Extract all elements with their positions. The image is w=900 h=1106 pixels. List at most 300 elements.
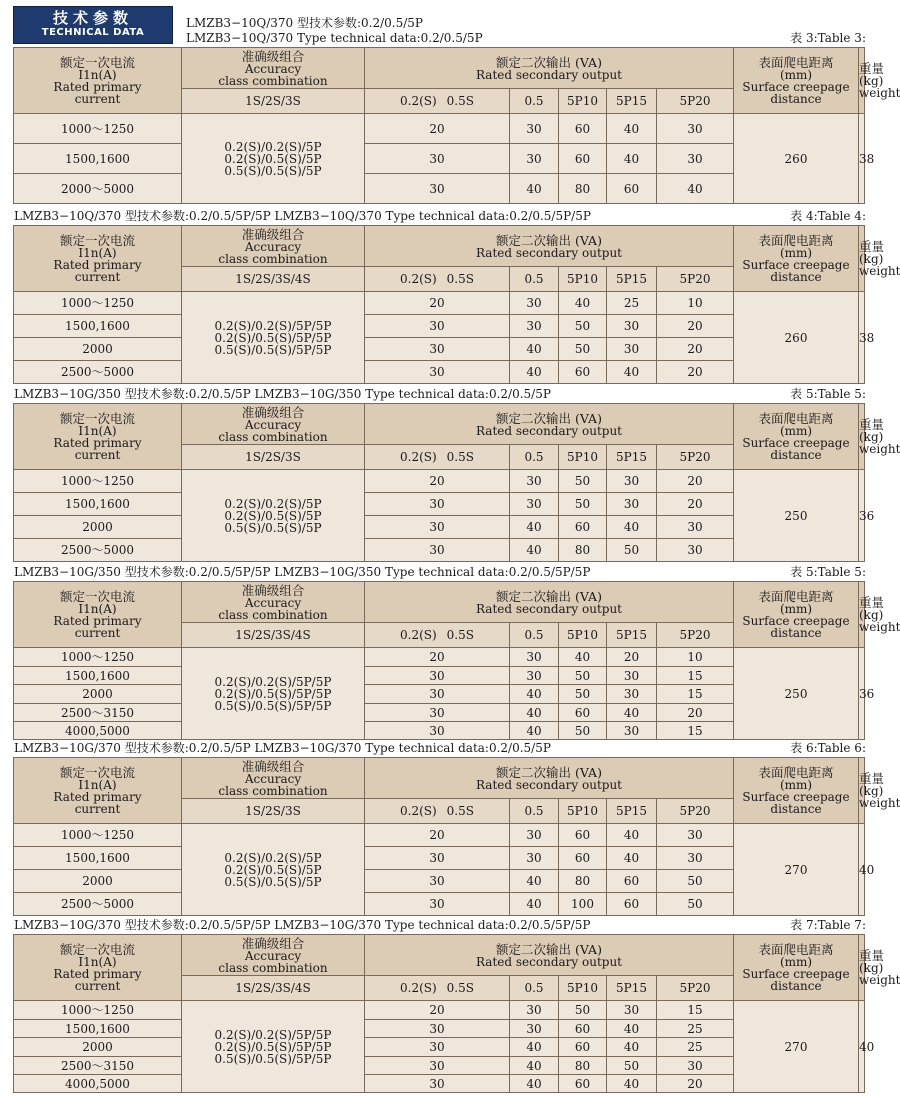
output-value: 30 bbox=[510, 144, 559, 174]
header-text: weight bbox=[859, 973, 900, 987]
rated-current: 1500,1600 bbox=[14, 847, 182, 870]
header-text: 表面爬电距离 bbox=[758, 942, 834, 957]
output-value: 30 bbox=[365, 516, 510, 539]
output-value: 50 bbox=[559, 722, 607, 740]
output-value: 50 bbox=[559, 315, 607, 338]
header-text: weight bbox=[859, 86, 900, 100]
header-text: Rated primary bbox=[53, 790, 142, 804]
col-label: 0.2(S) bbox=[400, 628, 437, 642]
output-value: 20 bbox=[607, 648, 657, 667]
output-value: 40 bbox=[559, 648, 607, 667]
output-value: 60 bbox=[559, 847, 607, 870]
output-value: 50 bbox=[657, 893, 734, 916]
output-value: 80 bbox=[559, 539, 607, 562]
header-text: Surface creepage bbox=[742, 614, 850, 628]
col-label: 0.2(S) bbox=[400, 804, 437, 818]
output-value: 30 bbox=[607, 493, 657, 516]
header-text: distance bbox=[770, 92, 822, 106]
output-value: 15 bbox=[657, 1001, 734, 1020]
table-row bbox=[14, 114, 865, 144]
creepage-distance: 250 bbox=[734, 648, 859, 740]
output-value: 40 bbox=[510, 722, 559, 740]
col-label: 0.2(S) bbox=[400, 94, 437, 108]
header-text: (mm) bbox=[779, 68, 813, 82]
header-text: 额定二次输出 (VA) bbox=[496, 941, 602, 957]
output-value: 30 bbox=[365, 893, 510, 916]
output-col-header: 0.5 bbox=[510, 976, 559, 1001]
table-row bbox=[14, 824, 865, 847]
header-text: 准确级组合 bbox=[241, 404, 305, 420]
header-text: current bbox=[74, 92, 121, 106]
accuracy-combination: 0.5(S)/0.5(S)/5P/5P bbox=[214, 1051, 332, 1066]
accuracy-combination: 0.2(S)/0.2(S)/5P/5P bbox=[214, 318, 332, 333]
accuracy-combination: 0.2(S)/0.5(S)/5P/5P bbox=[214, 686, 332, 701]
output-value: 30 bbox=[510, 648, 559, 667]
output-value: 30 bbox=[510, 493, 559, 516]
output-value: 15 bbox=[657, 667, 734, 685]
output-value: 30 bbox=[510, 292, 559, 315]
header-row bbox=[14, 404, 865, 445]
output-value: 40 bbox=[607, 847, 657, 870]
output-value: 60 bbox=[559, 144, 607, 174]
output-value: 60 bbox=[607, 870, 657, 893]
header-text: Accuracy bbox=[244, 948, 302, 963]
output-value: 30 bbox=[657, 516, 734, 539]
col-label: 0.2(S) bbox=[400, 981, 437, 995]
output-col-header: 5P20 bbox=[657, 89, 734, 114]
output-value: 40 bbox=[510, 1075, 559, 1093]
header-current bbox=[14, 404, 182, 470]
header-text: class combination bbox=[218, 73, 328, 88]
rated-current: 2000 bbox=[14, 338, 182, 361]
header-weight bbox=[859, 48, 900, 114]
header-weight bbox=[859, 758, 900, 824]
rated-current: 2500～3150 bbox=[14, 704, 182, 722]
header-output bbox=[365, 48, 734, 89]
output-value: 40 bbox=[510, 539, 559, 562]
accuracy-combination: 0.2(S)/0.5(S)/5P bbox=[224, 508, 322, 523]
rated-current: 1500,1600 bbox=[14, 315, 182, 338]
output-value: 60 bbox=[559, 1038, 607, 1057]
output-value: 30 bbox=[657, 824, 734, 847]
header-text: 重量 bbox=[859, 417, 885, 432]
spec-table bbox=[13, 757, 900, 916]
output-value: 25 bbox=[657, 1020, 734, 1038]
header-text: Accuracy bbox=[244, 595, 302, 610]
output-value: 30 bbox=[365, 361, 510, 384]
header-text: weight bbox=[859, 442, 900, 456]
header-creepage bbox=[734, 404, 859, 470]
header-text: I1n(A) bbox=[78, 424, 117, 438]
header-text: distance bbox=[770, 448, 822, 462]
rated-current: 2000 bbox=[14, 685, 182, 704]
table-row bbox=[14, 1001, 865, 1020]
header-text: 额定二次输出 (VA) bbox=[496, 764, 602, 780]
creepage-distance: 260 bbox=[734, 114, 859, 204]
rated-current: 2000 bbox=[14, 516, 182, 539]
header-text: I1n(A) bbox=[78, 68, 117, 82]
creepage-distance: 270 bbox=[734, 1001, 859, 1093]
weight-value: 38 bbox=[859, 292, 865, 384]
output-value: 40 bbox=[607, 1075, 657, 1093]
rated-current: 4000,5000 bbox=[14, 722, 182, 740]
accuracy-combination: 0.2(S)/0.2(S)/5P bbox=[224, 496, 322, 511]
header-weight bbox=[859, 404, 900, 470]
col-label: 0.2(S) bbox=[400, 272, 437, 286]
header-text: Accuracy bbox=[244, 61, 302, 76]
output-value: 40 bbox=[607, 1038, 657, 1057]
output-value: 30 bbox=[365, 847, 510, 870]
output-value: 60 bbox=[559, 1020, 607, 1038]
weight-value: 36 bbox=[859, 470, 865, 562]
col-label: 0.5S bbox=[446, 628, 474, 642]
creepage-distance: 260 bbox=[734, 292, 859, 384]
accuracy-combination: 0.2(S)/0.5(S)/5P bbox=[224, 862, 322, 877]
spec-table bbox=[13, 225, 900, 384]
output-value: 10 bbox=[657, 648, 734, 667]
rated-current: 2500～3150 bbox=[14, 1057, 182, 1075]
output-value: 40 bbox=[510, 1057, 559, 1075]
output-value: 40 bbox=[607, 361, 657, 384]
table-number: 表 5:Table 5: bbox=[790, 387, 866, 401]
header-text: (mm) bbox=[779, 778, 813, 792]
header-text: Rated secondary output bbox=[476, 245, 622, 260]
output-value: 40 bbox=[559, 292, 607, 315]
header-text: current bbox=[74, 802, 121, 816]
output-col-header: 0.5 bbox=[510, 799, 559, 824]
table-number: 表 6:Table 6: bbox=[790, 741, 866, 755]
header-text: 重量 bbox=[859, 948, 885, 963]
output-col-header: 5P20 bbox=[657, 799, 734, 824]
output-value: 40 bbox=[607, 144, 657, 174]
header-text: distance bbox=[770, 802, 822, 816]
header-text: Rated secondary output bbox=[476, 954, 622, 969]
class-label: 1S/2S/3S bbox=[182, 89, 365, 114]
output-value: 30 bbox=[365, 685, 510, 704]
header-text: Surface creepage bbox=[742, 967, 850, 981]
output-value: 20 bbox=[657, 361, 734, 384]
header-text: Rated primary bbox=[53, 258, 142, 272]
header-text: Rated primary bbox=[53, 80, 142, 94]
output-value: 80 bbox=[559, 870, 607, 893]
rated-current: 2500～5000 bbox=[14, 893, 182, 916]
rated-current: 1500,1600 bbox=[14, 667, 182, 685]
output-col-header bbox=[365, 267, 510, 292]
output-col-header: 5P10 bbox=[559, 445, 607, 470]
table-title: LMZB3−10Q/370 Type technical data:0.2/0.5/5P bbox=[186, 31, 483, 45]
rated-current: 2500～5000 bbox=[14, 361, 182, 384]
output-col-header bbox=[365, 89, 510, 114]
header-row bbox=[14, 226, 865, 267]
header-text: (mm) bbox=[779, 246, 813, 260]
header-weight bbox=[859, 935, 900, 1001]
col-label: 0.5S bbox=[446, 981, 474, 995]
header-text: 额定二次输出 (VA) bbox=[496, 410, 602, 426]
output-value: 25 bbox=[607, 292, 657, 315]
output-value: 15 bbox=[657, 685, 734, 704]
accuracy-combination: 0.5(S)/0.5(S)/5P/5P bbox=[214, 698, 332, 713]
output-value: 30 bbox=[510, 470, 559, 493]
rated-current: 1000～1250 bbox=[14, 824, 182, 847]
table-title: LMZB3−10G/350 型技术参数:0.2/0.5/5P LMZB3−10G/350 Type technical data:0.2/0.5/5P bbox=[14, 387, 551, 401]
output-value: 50 bbox=[657, 870, 734, 893]
header-text: 准确级组合 bbox=[241, 935, 305, 951]
output-value: 60 bbox=[559, 516, 607, 539]
accuracy-combination: 0.2(S)/0.2(S)/5P bbox=[224, 139, 322, 154]
output-value: 40 bbox=[510, 893, 559, 916]
header-text: class combination bbox=[218, 783, 328, 798]
output-value: 50 bbox=[607, 539, 657, 562]
output-value: 60 bbox=[559, 704, 607, 722]
table-number: 表 5:Table 5: bbox=[790, 565, 866, 579]
output-value: 30 bbox=[365, 1057, 510, 1075]
header-text: weight bbox=[859, 620, 900, 634]
output-col-header: 5P20 bbox=[657, 976, 734, 1001]
header-text: 表面爬电距离 bbox=[758, 589, 834, 604]
header-output bbox=[365, 758, 734, 799]
rated-current: 1000～1250 bbox=[14, 470, 182, 493]
output-value: 40 bbox=[510, 685, 559, 704]
output-col-header: 5P15 bbox=[607, 976, 657, 1001]
header-text: Accuracy bbox=[244, 239, 302, 254]
header-text: current bbox=[74, 979, 121, 993]
output-value: 20 bbox=[657, 315, 734, 338]
output-value: 60 bbox=[607, 893, 657, 916]
output-value: 30 bbox=[607, 315, 657, 338]
output-col-header: 5P15 bbox=[607, 445, 657, 470]
output-value: 30 bbox=[657, 114, 734, 144]
header-text: 准确级组合 bbox=[241, 758, 305, 774]
header-text: Rated primary bbox=[53, 967, 142, 981]
output-value: 30 bbox=[510, 824, 559, 847]
output-value: 40 bbox=[607, 114, 657, 144]
output-value: 50 bbox=[607, 1057, 657, 1075]
class-label: 1S/2S/3S bbox=[182, 799, 365, 824]
output-col-header: 5P15 bbox=[607, 623, 657, 648]
output-value: 40 bbox=[510, 704, 559, 722]
output-value: 30 bbox=[510, 1020, 559, 1038]
output-col-header: 5P15 bbox=[607, 267, 657, 292]
header-text: Surface creepage bbox=[742, 258, 850, 272]
header-text: class combination bbox=[218, 429, 328, 444]
header-creepage bbox=[734, 582, 859, 648]
header-text: 额定二次输出 (VA) bbox=[496, 588, 602, 604]
header-creepage bbox=[734, 758, 859, 824]
header-text: Rated secondary output bbox=[476, 601, 622, 616]
accuracy-combination: 0.2(S)/0.2(S)/5P bbox=[224, 850, 322, 865]
header-accuracy bbox=[182, 226, 365, 267]
output-col-header: 5P10 bbox=[559, 976, 607, 1001]
accuracy-combinations bbox=[182, 824, 365, 916]
output-value: 20 bbox=[657, 470, 734, 493]
header-text: 表面爬电距离 bbox=[758, 411, 834, 426]
header-text: (kg) bbox=[859, 430, 884, 444]
output-value: 30 bbox=[365, 870, 510, 893]
accuracy-combination: 0.5(S)/0.5(S)/5P bbox=[224, 163, 322, 178]
header-output bbox=[365, 935, 734, 976]
header-row bbox=[14, 582, 865, 623]
rated-current: 2500～5000 bbox=[14, 539, 182, 562]
output-value: 50 bbox=[559, 338, 607, 361]
output-value: 20 bbox=[365, 648, 510, 667]
accuracy-combinations bbox=[182, 648, 365, 740]
header-text: (mm) bbox=[779, 602, 813, 616]
col-label: 0.5S bbox=[446, 94, 474, 108]
rated-current: 2000～5000 bbox=[14, 174, 182, 204]
output-value: 30 bbox=[365, 1020, 510, 1038]
table-number: 表 3:Table 3: bbox=[790, 31, 866, 45]
output-value: 30 bbox=[365, 704, 510, 722]
table-title: LMZB3−10G/370 型技术参数:0.2/0.5/5P/5P LMZB3−10G/370 Type technical data:0.2/0.5/5P/5P bbox=[14, 918, 591, 932]
header-text: I1n(A) bbox=[78, 602, 117, 616]
header-text: 重量 bbox=[859, 595, 885, 610]
header-text: 额定一次电流 bbox=[59, 589, 135, 604]
header-text: 表面爬电距离 bbox=[758, 55, 834, 70]
output-value: 50 bbox=[559, 685, 607, 704]
rated-current: 1000～1250 bbox=[14, 648, 182, 667]
output-col-header: 5P15 bbox=[607, 799, 657, 824]
output-col-header: 0.5 bbox=[510, 445, 559, 470]
class-label: 1S/2S/3S/4S bbox=[182, 623, 365, 648]
header-row bbox=[14, 935, 865, 976]
weight-value: 36 bbox=[859, 648, 865, 740]
output-value: 40 bbox=[510, 516, 559, 539]
table-title: LMZB3−10Q/370 型技术参数:0.2/0.5/5P/5P LMZB3−10Q/370 Type technical data:0.2/0.5/5P/5P bbox=[14, 209, 591, 223]
technical-data-badge bbox=[13, 6, 173, 44]
col-label: 0.5S bbox=[446, 804, 474, 818]
output-col-header: 5P10 bbox=[559, 623, 607, 648]
output-value: 100 bbox=[559, 893, 607, 916]
header-text: class combination bbox=[218, 960, 328, 975]
header-current bbox=[14, 226, 182, 292]
header-text: class combination bbox=[218, 251, 328, 266]
header-row bbox=[14, 758, 865, 799]
output-value: 25 bbox=[657, 1038, 734, 1057]
accuracy-combination: 0.5(S)/0.5(S)/5P/5P bbox=[214, 342, 332, 357]
accuracy-combination: 0.2(S)/0.2(S)/5P/5P bbox=[214, 674, 332, 689]
header-output bbox=[365, 404, 734, 445]
output-value: 80 bbox=[559, 1057, 607, 1075]
output-col-header: 5P15 bbox=[607, 89, 657, 114]
header-accuracy bbox=[182, 404, 365, 445]
accuracy-combination: 0.2(S)/0.2(S)/5P/5P bbox=[214, 1027, 332, 1042]
output-value: 40 bbox=[510, 174, 559, 204]
output-col-header: 5P20 bbox=[657, 623, 734, 648]
output-value: 60 bbox=[559, 1075, 607, 1093]
accuracy-combinations bbox=[182, 114, 365, 204]
header-current bbox=[14, 582, 182, 648]
header-text: I1n(A) bbox=[78, 246, 117, 260]
rated-current: 1500,1600 bbox=[14, 493, 182, 516]
rated-current: 2000 bbox=[14, 870, 182, 893]
output-value: 60 bbox=[607, 174, 657, 204]
output-value: 20 bbox=[657, 704, 734, 722]
header-text: (mm) bbox=[779, 955, 813, 969]
header-text: Rated secondary output bbox=[476, 67, 622, 82]
accuracy-combinations bbox=[182, 470, 365, 562]
output-col-header: 5P10 bbox=[559, 799, 607, 824]
header-text: (mm) bbox=[779, 424, 813, 438]
header-text: 表面爬电距离 bbox=[758, 765, 834, 780]
output-value: 30 bbox=[510, 114, 559, 144]
header-text: Surface creepage bbox=[742, 790, 850, 804]
output-value: 15 bbox=[657, 722, 734, 740]
rated-current: 1500,1600 bbox=[14, 1020, 182, 1038]
output-value: 40 bbox=[510, 870, 559, 893]
header-current bbox=[14, 935, 182, 1001]
output-col-header: 5P10 bbox=[559, 267, 607, 292]
badge-title-en: TECHNICAL DATA bbox=[41, 27, 145, 38]
header-text: 额定二次输出 (VA) bbox=[496, 232, 602, 248]
output-value: 30 bbox=[365, 1075, 510, 1093]
output-value: 20 bbox=[365, 114, 510, 144]
table-row bbox=[14, 292, 865, 315]
output-value: 30 bbox=[607, 470, 657, 493]
creepage-distance: 250 bbox=[734, 470, 859, 562]
output-value: 40 bbox=[510, 338, 559, 361]
weight-value: 40 bbox=[859, 824, 865, 916]
header-current bbox=[14, 48, 182, 114]
header-weight bbox=[859, 226, 900, 292]
accuracy-combinations bbox=[182, 292, 365, 384]
output-value: 30 bbox=[607, 1001, 657, 1020]
output-value: 30 bbox=[607, 685, 657, 704]
header-text: 额定一次电流 bbox=[59, 55, 135, 70]
spec-table bbox=[13, 581, 900, 740]
output-value: 30 bbox=[365, 667, 510, 685]
header-creepage bbox=[734, 935, 859, 1001]
output-value: 30 bbox=[365, 174, 510, 204]
table-row bbox=[14, 648, 865, 667]
output-col-header bbox=[365, 445, 510, 470]
header-text: class combination bbox=[218, 607, 328, 622]
table-title: LMZB3−10Q/370 型技术参数:0.2/0.5/5P bbox=[186, 16, 423, 30]
output-value: 30 bbox=[365, 539, 510, 562]
output-value: 40 bbox=[607, 516, 657, 539]
header-text: I1n(A) bbox=[78, 778, 117, 792]
class-label: 1S/2S/3S bbox=[182, 445, 365, 470]
header-text: Rated primary bbox=[53, 436, 142, 450]
output-value: 30 bbox=[607, 722, 657, 740]
header-text: distance bbox=[770, 979, 822, 993]
header-text: Surface creepage bbox=[742, 80, 850, 94]
rated-current: 2000 bbox=[14, 1038, 182, 1057]
output-value: 20 bbox=[365, 824, 510, 847]
output-value: 30 bbox=[365, 493, 510, 516]
class-label: 1S/2S/3S/4S bbox=[182, 976, 365, 1001]
header-text: (kg) bbox=[859, 784, 884, 798]
output-value: 40 bbox=[510, 361, 559, 384]
header-text: (kg) bbox=[859, 252, 884, 266]
output-value: 20 bbox=[365, 1001, 510, 1020]
output-value: 20 bbox=[365, 292, 510, 315]
output-value: 30 bbox=[365, 315, 510, 338]
output-value: 50 bbox=[559, 1001, 607, 1020]
output-col-header: 0.5 bbox=[510, 89, 559, 114]
header-text: Accuracy bbox=[244, 417, 302, 432]
header-text: distance bbox=[770, 270, 822, 284]
table-number: 表 7:Table 7: bbox=[790, 918, 866, 932]
output-col-header: 0.5 bbox=[510, 267, 559, 292]
header-text: (kg) bbox=[859, 961, 884, 975]
accuracy-combination: 0.5(S)/0.5(S)/5P bbox=[224, 874, 322, 889]
accuracy-combination: 0.2(S)/0.5(S)/5P/5P bbox=[214, 1039, 332, 1054]
output-value: 30 bbox=[657, 1057, 734, 1075]
header-row bbox=[14, 48, 865, 89]
output-value: 10 bbox=[657, 292, 734, 315]
output-col-header bbox=[365, 976, 510, 1001]
rated-current: 1000～1250 bbox=[14, 114, 182, 144]
